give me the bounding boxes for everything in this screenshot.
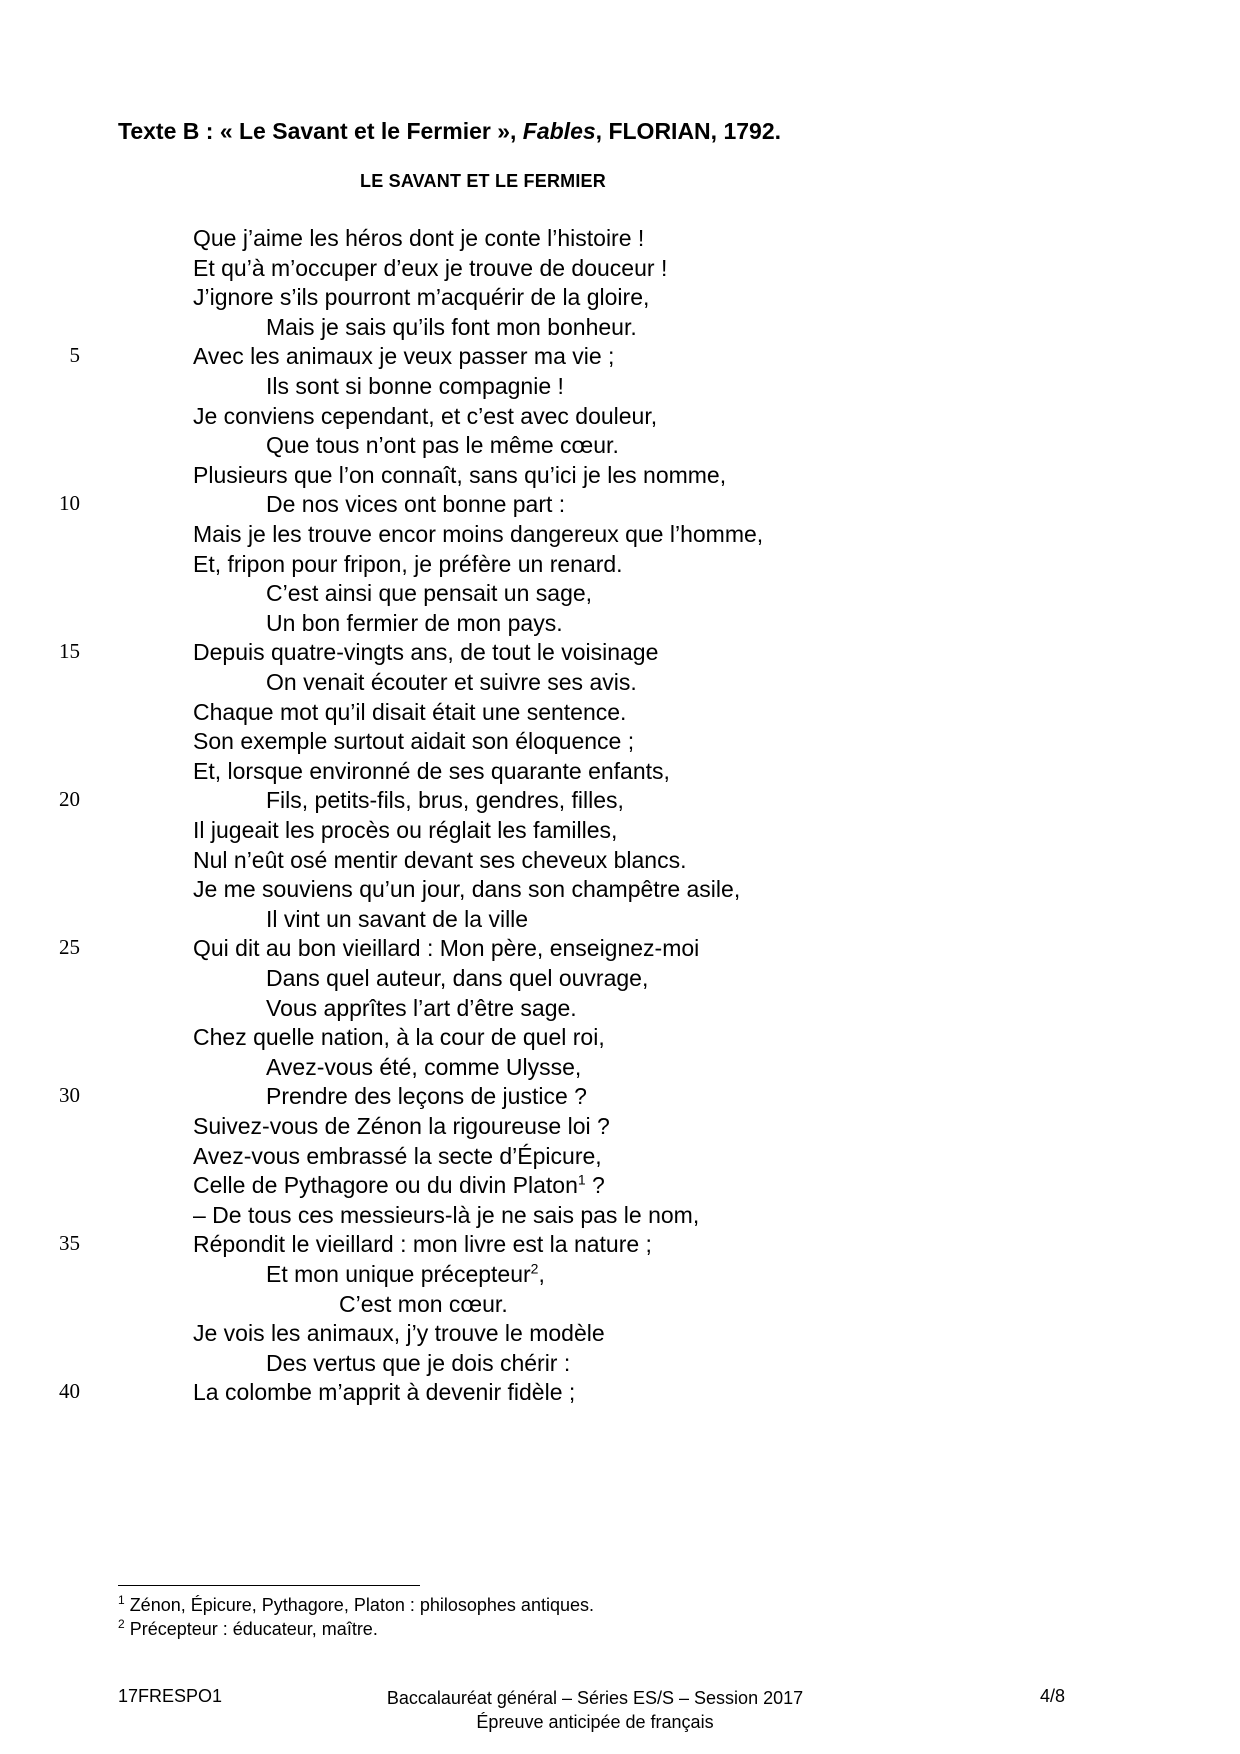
- poem-line-text: [266, 490, 565, 518]
- poem-line: [0, 372, 1240, 405]
- poem-line-text: [193, 550, 623, 578]
- poem-line: [0, 757, 1240, 790]
- verse-text: Et, lorsque environné de ses quarante enfants,: [193, 757, 670, 784]
- heading-prefix: Texte B : « Le Savant et le Fermier »,: [118, 118, 523, 144]
- poem-line-text: [266, 994, 577, 1022]
- footnote-marker: 2: [530, 1260, 539, 1277]
- poem-line-text: [193, 934, 699, 962]
- poem-line: [0, 934, 1240, 967]
- verse-text: C’est ainsi que pensait un sage,: [266, 580, 593, 607]
- verse-text: Mais je sais qu’ils font mon bonheur.: [266, 313, 637, 340]
- footnote-text: Précepteur : éducateur, maître.: [124, 1619, 378, 1639]
- poem-line-text: [193, 283, 649, 311]
- poem-line: [0, 1319, 1240, 1352]
- line-number: 30: [59, 1083, 80, 1108]
- verse-text: Avez-vous embrassé la secte d’Épicure,: [193, 1142, 602, 1169]
- poem-line-text: [193, 816, 617, 844]
- verse-text: Que j’aime les héros dont je conte l’histoire !: [193, 225, 645, 251]
- poem-line: [0, 1230, 1240, 1263]
- poem-line: [0, 224, 1240, 257]
- line-number: 20: [59, 787, 80, 812]
- footnote-divider: [118, 1585, 420, 1586]
- verse-text: Qui dit au bon vieillard : Mon père, enseignez-moi: [193, 935, 700, 962]
- line-number: 40: [59, 1379, 80, 1404]
- poem-line: [0, 579, 1240, 612]
- poem-line: [0, 313, 1240, 346]
- page-number: 4/8: [1040, 1686, 1066, 1706]
- verse-text: Son exemple surtout aidait son éloquence ;: [193, 728, 635, 755]
- verse-text: Un bon fermier de mon pays.: [266, 609, 563, 636]
- poem-line-text: [193, 402, 657, 430]
- poem-line-text: [193, 638, 658, 666]
- verse-text: Il vint un savant de la ville: [266, 905, 529, 932]
- heading-suffix: , FLORIAN, 1792.: [595, 118, 781, 144]
- poem-line: [0, 1082, 1240, 1115]
- poem-line-text: [266, 313, 637, 341]
- footnote-text: Zénon, Épicure, Pythagore, Platon : philosophes antiques.: [124, 1595, 594, 1615]
- poem-line-text: [193, 520, 763, 548]
- poem-line: [0, 1290, 1240, 1323]
- verse-text: Que tous n’ont pas le même cœur.: [266, 432, 619, 459]
- poem-line-text: [193, 1230, 652, 1258]
- verse-text: Je me souviens qu’un jour, dans son champêtre asile,: [193, 876, 741, 903]
- footnote-marker: 1: [577, 1171, 586, 1188]
- exam-code: 17FRESPO1: [118, 1686, 223, 1706]
- verse-text: Chez quelle nation, à la cour de quel roi,: [193, 1024, 605, 1051]
- poem-line: [0, 1378, 1240, 1411]
- exam-title-line-1: Baccalauréat général – Séries ES/S – Session 2017: [386, 1688, 804, 1708]
- poem-line: [0, 461, 1240, 494]
- poem-line-text: [266, 905, 528, 933]
- verse-text: Répondit le vieillard : mon livre est la nature ;: [193, 1231, 652, 1258]
- heading-italic: Fables: [522, 118, 596, 144]
- poem-line-text: [193, 757, 670, 785]
- verse-text: Vous apprîtes l’art d’être sage.: [266, 994, 577, 1021]
- poem-line: [0, 283, 1240, 316]
- poem-line-text: [193, 1378, 575, 1406]
- poem-title: LE SAVANT ET LE FERMIER: [360, 171, 606, 191]
- verse-text: Des vertus que je dois chérir :: [266, 1349, 571, 1376]
- verse-text: Dans quel auteur, dans quel ouvrage,: [266, 965, 649, 991]
- poem-line-text: [266, 431, 619, 459]
- footnote: [118, 1617, 594, 1641]
- poem-line: [0, 520, 1240, 553]
- verse-text-tail: ,: [538, 1261, 545, 1287]
- document-heading: [118, 118, 781, 145]
- verse-text: Celle de Pythagore ou du divin Platon: [193, 1172, 578, 1199]
- poem-line-text: [193, 461, 726, 489]
- poem-line: [0, 431, 1240, 464]
- footnote-number: 2: [118, 1617, 125, 1631]
- poem-line: [0, 1260, 1240, 1293]
- poem-line-text: [193, 1201, 699, 1229]
- poem-line: [0, 1023, 1240, 1056]
- line-number: 15: [59, 639, 80, 664]
- poem-line: [0, 402, 1240, 435]
- poem-line-text: [193, 1142, 602, 1170]
- verse-text: La colombe m’apprit à devenir fidèle ;: [193, 1379, 576, 1406]
- footnotes: [118, 1593, 594, 1641]
- poem-line: [0, 875, 1240, 908]
- verse-text: J’ignore s’ils pourront m’acquérir de la gloire,: [193, 284, 650, 311]
- poem-line: [0, 550, 1240, 583]
- verse-text-tail: ?: [585, 1172, 605, 1199]
- poem-line-text: [266, 786, 624, 814]
- verse-text: On venait écouter et suivre ses avis.: [266, 669, 637, 695]
- poem-line-text: [339, 1290, 508, 1318]
- poem-line: [0, 994, 1240, 1027]
- verse-text: C’est mon cœur.: [339, 1290, 508, 1317]
- poem-line-text: [266, 964, 648, 992]
- poem-line: [0, 846, 1240, 879]
- poem-line-text: [193, 1112, 610, 1140]
- poem-line-text: [266, 579, 592, 607]
- poem-line-text: [193, 1319, 605, 1347]
- poem-line: [0, 905, 1240, 938]
- poem-line: [0, 1171, 1240, 1204]
- line-number: 25: [59, 935, 80, 960]
- poem-line-text: [193, 727, 634, 755]
- poem-line: [0, 342, 1240, 375]
- verse-text: Depuis quatre-vingts ans, de tout le voisinage: [193, 639, 659, 666]
- verse-text: De nos vices ont bonne part :: [266, 491, 566, 518]
- poem-line: [0, 490, 1240, 523]
- verse-text: Je conviens cependant, et c’est avec douleur,: [193, 402, 658, 429]
- poem-line: [0, 964, 1240, 997]
- poem-line-text: [193, 342, 614, 370]
- poem-line: [0, 727, 1240, 760]
- verse-text: Avez-vous été, comme Ulysse,: [266, 1053, 582, 1080]
- poem-line-text: [193, 698, 626, 726]
- poem-line: [0, 816, 1240, 849]
- verse-text: Nul n’eût osé mentir devant ses cheveux blancs.: [193, 846, 687, 873]
- poem-line-text: [193, 846, 687, 874]
- poem-line: [0, 1142, 1240, 1175]
- verse-text: Ils sont si bonne compagnie !: [266, 373, 564, 399]
- verse-text: Avec les animaux je veux passer ma vie ;: [193, 343, 615, 370]
- verse-text: Je vois les animaux, j’y trouve le modèle: [193, 1320, 605, 1347]
- verse-text: Chaque mot qu’il disait était une sentence.: [193, 698, 627, 725]
- poem-line-text: [266, 1082, 587, 1110]
- line-number: 5: [69, 343, 80, 368]
- exam-title: [330, 1686, 860, 1734]
- poem-line: [0, 698, 1240, 731]
- poem-line-text: [193, 875, 740, 903]
- poem-line-text: [266, 668, 637, 696]
- poem-line-text: [266, 609, 563, 637]
- poem-line: [0, 1112, 1240, 1145]
- poem-line-text: [193, 254, 667, 282]
- poem-line: [0, 786, 1240, 819]
- poem-line: [0, 668, 1240, 701]
- poem-line: [0, 254, 1240, 287]
- verse-text: Et qu’à m’occuper d’eux je trouve de douceur !: [193, 254, 668, 281]
- poem-line-text: [266, 1349, 570, 1377]
- exam-title-line-2: Épreuve anticipée de français: [476, 1712, 714, 1732]
- verse-text: Fils, petits-fils, brus, gendres, filles,: [266, 787, 624, 814]
- verse-text: Suivez-vous de Zénon la rigoureuse loi ?: [193, 1113, 610, 1139]
- line-number: 35: [59, 1231, 80, 1256]
- poem-line: [0, 638, 1240, 671]
- poem-line-text: [193, 1171, 605, 1199]
- poem-line-text: [266, 372, 564, 400]
- verse-text: Et, fripon pour fripon, je préfère un renard.: [193, 550, 623, 577]
- poem-line-text: [193, 224, 644, 252]
- verse-text: Il jugeait les procès ou réglait les familles,: [193, 817, 618, 843]
- poem-line: [0, 1201, 1240, 1234]
- poem-line: [0, 609, 1240, 642]
- verse-text: Plusieurs que l’on connaît, sans qu’ici je les nomme,: [193, 461, 727, 488]
- verse-text: Et mon unique précepteur: [266, 1261, 531, 1287]
- poem-line-text: [193, 1023, 605, 1051]
- verse-text: – De tous ces messieurs-là je ne sais pas le nom,: [193, 1201, 700, 1228]
- verse-text: Prendre des leçons de justice ?: [266, 1083, 587, 1110]
- footnote: [118, 1593, 594, 1617]
- poem-line: [0, 1053, 1240, 1086]
- footnote-number: 1: [118, 1593, 125, 1607]
- poem-line-text: [266, 1053, 581, 1081]
- poem-line: [0, 1349, 1240, 1382]
- verse-text: Mais je les trouve encor moins dangereux que l’homme,: [193, 521, 764, 547]
- poem-line-text: [266, 1260, 545, 1288]
- line-number: 10: [59, 491, 80, 516]
